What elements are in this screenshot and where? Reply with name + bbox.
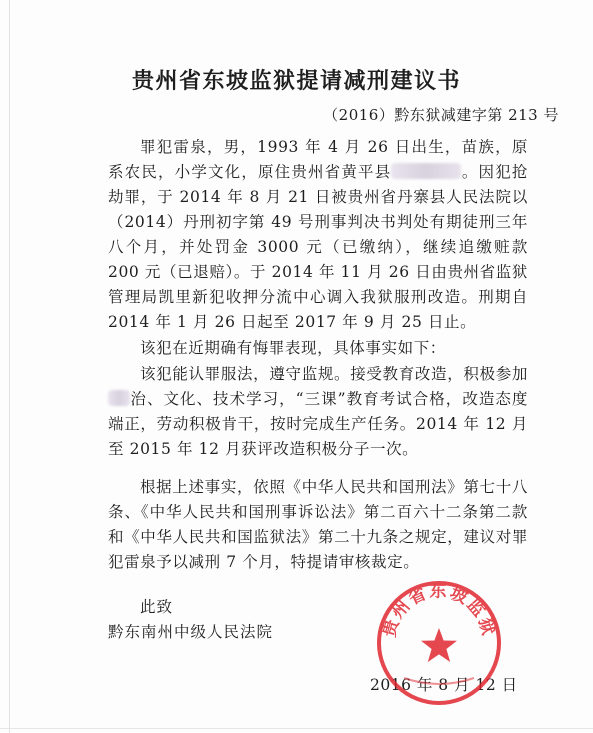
official-seal-stamp	[374, 578, 504, 708]
page-edge-bottom	[0, 728, 593, 729]
redacted-address	[391, 163, 461, 179]
paragraph-inmate-info	[108, 135, 528, 335]
recipient-court: 黔东南州中级人民法院	[108, 623, 274, 641]
document-number: （2016）黔东狱减建字第 213 号	[323, 106, 559, 124]
paragraph-legal-basis	[108, 475, 528, 575]
paragraph-text: 根据上述事实，依照《中华人民共和国刑法》第七十八条、《中华人民共和国刑事诉讼法》第二百六十二条第二款和《中华人民共和国监狱法》第二十九条之规定，建议对罪犯雷泉予以减刑 7 个月，特提请审核裁定。	[108, 478, 528, 571]
paragraph-text: 该犯在近期确有悔罪表现，具体事实如下：	[140, 339, 446, 357]
paragraph-intro-facts	[108, 336, 528, 361]
page-edge-left	[9, 0, 10, 733]
redacted-word	[108, 390, 130, 406]
paragraph-text: 治、文化、技术学习，“三课”教育考试合格，改造态度端正，劳动积极肯干，按时完成生产任务。2014 年 12 月至 2015 年 12 月获评改造积极分子一次。	[108, 390, 528, 458]
paragraph-text: 。因犯抢劫罪，于 2014 年 8 月 21 日被贵州省丹寨县人民法院以（2014）丹刑初字第 49 号刑事判决书判处有期徒刑三年八个月，并处罚金 3000 元（已缴纳），继续追缴赃款 200 元（已退赔）。于 2014 年 11 月 26 日由贵州省监狱管理局凯里新犯收押分流中心调入我狱服刑改造。刑期自 2014 年 1 月 26 日起至 2017 年 9 月 25 日止。	[108, 163, 528, 331]
svg-text:贵州省东坡监狱: 贵州省东坡监狱	[379, 581, 499, 640]
salutation: 此致	[140, 598, 174, 616]
document-date: 2016 年 8 月 12 日	[370, 676, 518, 694]
document-title: 贵州省东坡监狱提请减刑建议书	[131, 68, 461, 94]
paragraph-text: 该犯能认罪服法，遵守监规。接受教育改造，积极参加	[140, 365, 528, 383]
paragraph-facts	[108, 362, 528, 462]
paragraph-text: 罪犯雷泉，男，1993 年 4 月 26 日出生，苗族，原系农民，小学文化，原住贵州省黄平县	[108, 138, 528, 181]
